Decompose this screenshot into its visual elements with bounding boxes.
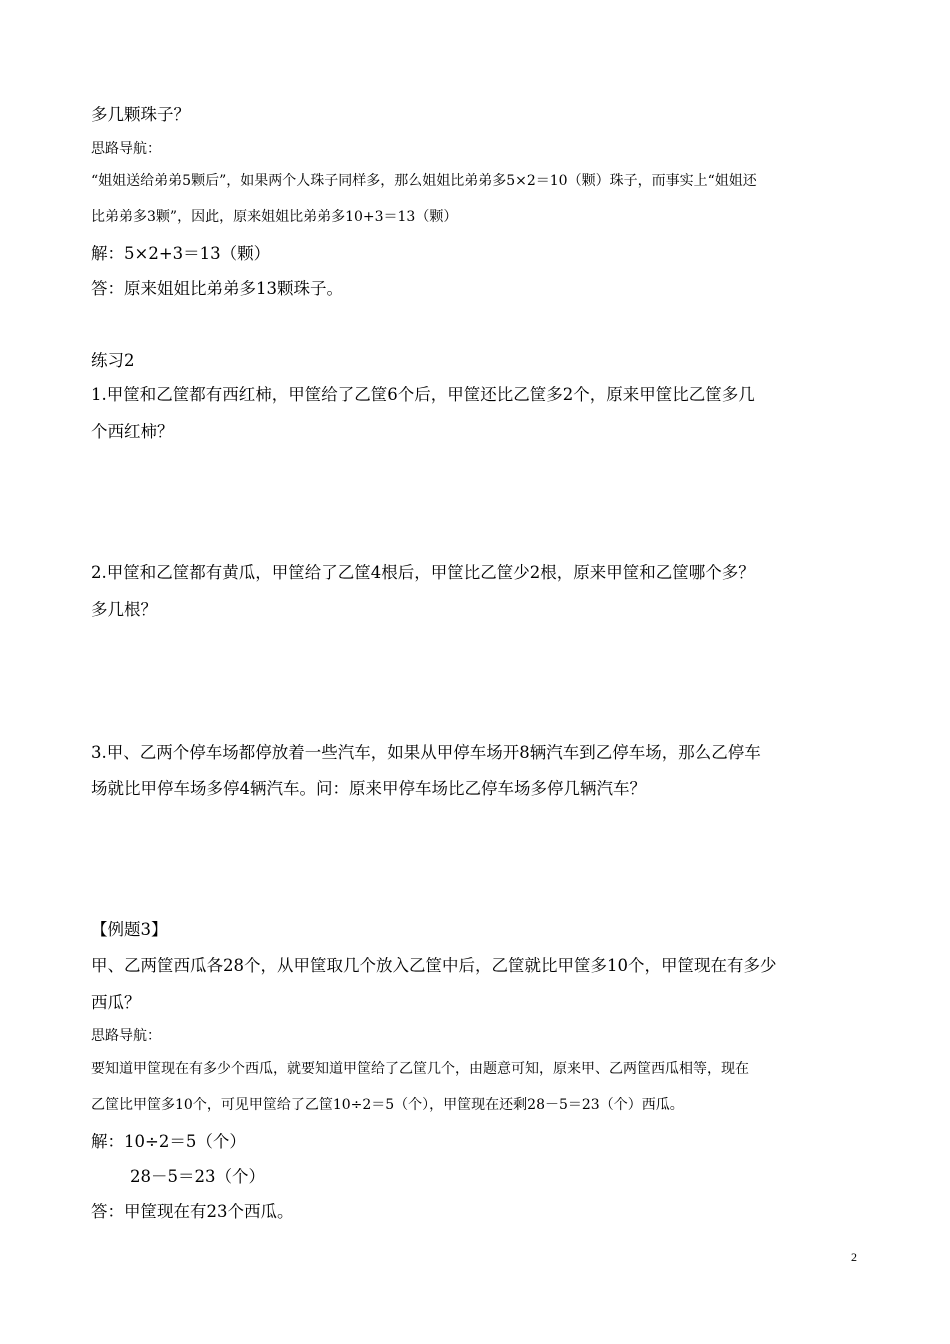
- practice-title: 练习2: [91, 351, 135, 370]
- question-1: 1.甲筐和乙筐都有西红柿，甲筐给了乙筐6个后，甲筐还比乙筐多2个，原来甲筐比乙筐多几: [91, 385, 755, 404]
- hint-line: 比弟弟多3颗”，因此，原来姐姐比弟弟多10+3＝13（颗）: [91, 209, 458, 225]
- solution: 解：5×2+3＝13（颗）: [91, 244, 271, 263]
- example-question: 甲、乙两筐西瓜各28个，从甲筐取几个放入乙筐中后，乙筐就比甲筐多10个，甲筐现在有多少: [91, 956, 777, 975]
- hint-line: 要知道甲筐现在有多少个西瓜，就要知道甲筐给了乙筐几个，由题意可知，原来甲、乙两筐西瓜相等，现在: [91, 1061, 749, 1077]
- question-3: 3.甲、乙两个停车场都停放着一些汽车，如果从甲停车场开8辆汽车到乙停车场，那么乙停车: [91, 743, 761, 762]
- example-title: 【例题3】: [91, 920, 168, 939]
- question-tail: 多几颗珠子？: [91, 105, 190, 124]
- hint-line: “姐姐送给弟弟5颗后”，如果两个人珠子同样多，那么姐姐比弟弟多5×2＝10（颗）珠子，而事实上“姐姐还: [91, 173, 757, 189]
- hint-label: 思路导航：: [91, 1028, 161, 1044]
- solution: 解：10÷2＝5（个）: [91, 1132, 246, 1151]
- example-question-cont: 西瓜？: [91, 993, 141, 1012]
- question-3-cont: 场就比甲停车场多停4辆汽车。问：原来甲停车场比乙停车场多停几辆汽车？: [91, 779, 646, 798]
- hint-label: 思路导航：: [91, 141, 161, 157]
- answer: 答：原来姐姐比弟弟多13颗珠子。: [91, 279, 343, 298]
- hint-line: 乙筐比甲筐多10个，可见甲筐给了乙筐10÷2＝5（个），甲筐现在还剩28－5＝23（个）西瓜。: [91, 1097, 684, 1113]
- page-number: 2: [851, 1250, 857, 1264]
- question-2: 2.甲筐和乙筐都有黄瓜，甲筐给了乙筐4根后，甲筐比乙筐少2根，原来甲筐和乙筐哪个多？: [91, 563, 755, 582]
- answer: 答：甲筐现在有23个西瓜。: [91, 1202, 294, 1221]
- question-2-cont: 多几根？: [91, 600, 157, 619]
- question-1-cont: 个西红柿？: [91, 422, 174, 441]
- solution-step: 28－5＝23（个）: [130, 1167, 265, 1186]
